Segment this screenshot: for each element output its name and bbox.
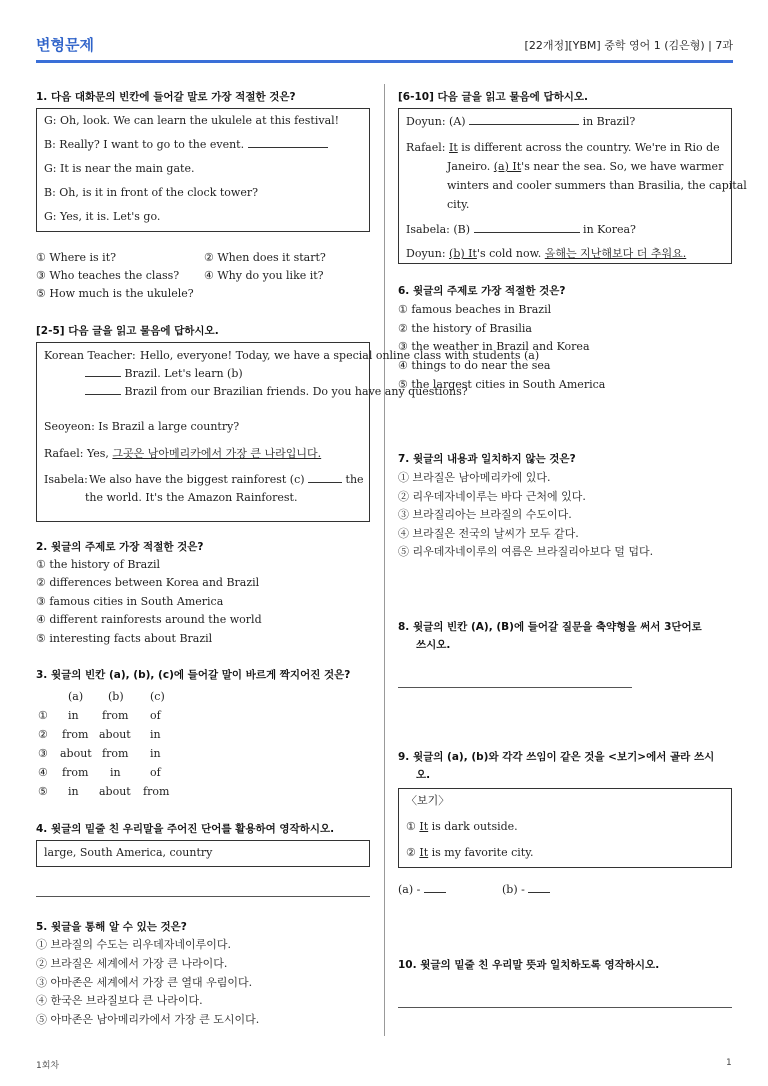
footer-page-number: 1 — [726, 1058, 732, 1068]
rafael-prefix: Rafael: Yes, — [44, 447, 109, 460]
q3-row-1-num[interactable]: ① — [38, 709, 48, 722]
teacher-text-1a: Hello, everyone! Today, we have a special online class with students (a) — [140, 349, 540, 362]
q8-question-2: 쓰시오. — [416, 639, 451, 651]
rafael2-it: It — [449, 141, 458, 154]
q5-question: 5. 윗글을 통해 알 수 있는 것은? — [36, 921, 187, 933]
q3-row-1-b: from — [102, 709, 129, 722]
q3-row-2-a: from — [62, 728, 89, 741]
isabela-text-2: the world. It's the Amazon Rainforest. — [85, 491, 298, 504]
teacher-text-3a: Brazil from our Brazilian friends. Do you have any questions? — [124, 385, 468, 398]
q7-option-2[interactable]: ② 리우데자네이루는 바다 근처에 있다. — [398, 490, 586, 503]
page-title: 변형문제 — [36, 36, 94, 54]
q9-answer-b-label: (b) - — [502, 883, 525, 896]
q3-question: 3. 윗글의 빈칸 (a), (b), (c)에 들어갈 말이 바르게 짝지어진 것은? — [36, 669, 351, 681]
q7-option-3[interactable]: ③ 브라질리아는 브라질의 수도이다. — [398, 508, 572, 521]
passage1-heading: [2-5] 다음 글을 읽고 물음에 답하시오. — [36, 325, 219, 337]
q5-option-3[interactable]: ③ 아마존은 세계에서 가장 큰 열대 우림이다. — [36, 976, 253, 989]
q9-ex1-it: It — [419, 820, 429, 833]
blank-B — [474, 222, 580, 233]
q3-row-2-num[interactable]: ② — [38, 728, 48, 741]
rafael2-text-2 — [447, 159, 723, 175]
q3-row-3-num[interactable]: ③ — [38, 747, 48, 760]
q9-question-2: 오. — [416, 769, 431, 781]
q1-line-2 — [44, 137, 328, 153]
q1-line-1: G: Oh, look. We can learn the ukulele at this festival! — [44, 114, 340, 127]
q5-option-4[interactable]: ④ 한국은 브라질보다 큰 나라이다. — [36, 994, 203, 1007]
q3-row-5-num[interactable]: ⑤ — [38, 785, 48, 798]
rafael2-marker-a: (a) It — [493, 160, 522, 173]
rafael2-text-1 — [449, 140, 720, 156]
isabela2-suffix: in Korea? — [583, 223, 636, 236]
teacher-speaker: Korean Teacher: — [44, 349, 136, 362]
doyun-line-2 — [406, 246, 686, 262]
q1-option-3[interactable]: ③ Who teaches the class? — [36, 269, 180, 282]
q9-example-1 — [406, 819, 518, 835]
isabela-text-1a: We also have the biggest rainforest (c) — [89, 473, 305, 486]
q2-option-2[interactable]: ② differences between Korea and Brazil — [36, 576, 260, 589]
isabela2-prefix: Isabela: (B) — [406, 223, 471, 236]
q1-dialogue-box — [36, 108, 370, 232]
doyun2-underlined-korean: 올해는 지난해보다 더 추워요. — [544, 247, 687, 260]
q9-answer-a[interactable] — [398, 882, 446, 898]
q3-row-5-b: about — [99, 785, 131, 798]
blank-c — [308, 472, 342, 483]
teacher-text-2 — [85, 366, 243, 382]
q1-option-1[interactable]: ① Where is it? — [36, 251, 117, 264]
q9-example-box — [398, 788, 732, 868]
q9-ex2-num: ② — [406, 846, 416, 859]
q3-row-3-b: from — [102, 747, 129, 760]
q6-option-1[interactable]: ① famous beaches in Brazil — [398, 303, 552, 316]
q7-option-4[interactable]: ④ 브라질은 전국의 날씨가 모두 같다. — [398, 527, 579, 540]
q3-header-b: (b) — [108, 690, 124, 703]
q6-option-4[interactable]: ④ things to do near the sea — [398, 359, 551, 372]
q9-answer-b[interactable] — [502, 882, 550, 898]
q2-question: 2. 윗글의 주제로 가장 적절한 것은? — [36, 541, 204, 553]
q2-option-5[interactable]: ⑤ interesting facts about Brazil — [36, 632, 213, 645]
q10-question: 10. 윗글의 밑줄 친 우리말 뜻과 일치하도록 영작하시오. — [398, 959, 660, 971]
passage2-heading: [6-10] 다음 글을 읽고 물음에 답하시오. — [398, 91, 588, 103]
q8-question-1: 8. 윗글의 빈칸 (A), (B)에 들어갈 질문을 축약형을 써서 3단어로 — [398, 621, 702, 633]
q3-row-4-b: in — [110, 766, 121, 779]
rafael2-speaker: Rafael: — [406, 141, 446, 154]
q9-ex1-num: ① — [406, 820, 416, 833]
q1-question: 1. 다음 대화문의 빈칸에 들어갈 말로 가장 적절한 것은? — [36, 91, 296, 103]
rafael2-text-2b: 's near the sea. So, we have warmer — [521, 160, 724, 173]
q5-option-5[interactable]: ⑤ 아마존은 남아메리카에서 가장 큰 도시이다. — [36, 1013, 260, 1026]
rafael-underlined-korean: 그곳은 남아메리카에서 가장 큰 나라입니다. — [112, 447, 322, 460]
blank-A — [469, 114, 579, 125]
teacher-text-2a: Brazil. Let's learn (b) — [124, 367, 243, 380]
q9-example-2 — [406, 845, 533, 861]
q4-answer-line[interactable] — [36, 896, 370, 897]
doyun1-suffix: in Brazil? — [582, 115, 636, 128]
q9-answer-a-label: (a) - — [398, 883, 421, 896]
q4-question: 4. 윗글의 밑줄 친 우리말을 주어진 단어를 활용하여 영작하시오. — [36, 823, 335, 835]
q5-option-1[interactable]: ① 브라질의 수도는 리우데자네이루이다. — [36, 938, 232, 951]
q10-answer-line[interactable] — [398, 1007, 732, 1008]
column-divider — [384, 84, 385, 1036]
rafael2-text-3: winters and cooler summers than Brasilia, the capital — [447, 179, 747, 192]
q3-row-5-a: in — [68, 785, 79, 798]
isabela2-line — [406, 222, 636, 238]
q7-question: 7. 윗글의 내용과 일치하지 않는 것은? — [398, 453, 576, 465]
doyun2-mid: 's cold now. — [476, 247, 542, 260]
q7-option-1[interactable]: ① 브라질은 남아메리카에 있다. — [398, 471, 551, 484]
q6-option-2[interactable]: ② the history of Brasilia — [398, 322, 532, 335]
q3-header-c: (c) — [150, 690, 165, 703]
q6-question: 6. 윗글의 주제로 가장 적절한 것은? — [398, 285, 566, 297]
q9-ex2-rest: is my favorite city. — [431, 846, 534, 859]
q1-line-3: G: It is near the main gate. — [44, 162, 195, 175]
doyun-line-1 — [406, 114, 635, 130]
q2-option-3[interactable]: ③ famous cities in South America — [36, 595, 224, 608]
isabela-speaker: Isabela: — [44, 473, 88, 486]
page-header — [36, 30, 733, 63]
q3-answer-table — [36, 690, 236, 802]
q3-row-4-a: from — [62, 766, 89, 779]
q2-option-1[interactable]: ① the history of Brazil — [36, 558, 161, 571]
q8-answer-line[interactable] — [398, 687, 632, 688]
q3-row-1-c: of — [150, 709, 161, 722]
q9-ex1-rest: is dark outside. — [431, 820, 518, 833]
q9-ex2-it: It — [419, 846, 429, 859]
q3-row-3-c: in — [150, 747, 161, 760]
q1-option-4[interactable]: ④ Why do you like it? — [204, 269, 324, 282]
rafael2-text-1a: is different across the country. We're in Rio de — [461, 141, 720, 154]
q3-row-4-num[interactable]: ④ — [38, 766, 48, 779]
q6-option-5[interactable]: ⑤ the largest cities in South America — [398, 378, 606, 391]
q9-answer-b-blank[interactable] — [528, 882, 550, 893]
q3-row-2-b: about — [99, 728, 131, 741]
q1-option-2[interactable]: ② When does it start? — [204, 251, 326, 264]
q4-word-box — [36, 840, 370, 867]
q3-row-3-a: about — [60, 747, 92, 760]
textbook-info: [22개정][YBM] 중학 영어 1 (김은형) | 7과 — [524, 39, 733, 52]
doyun1-prefix: Doyun: (A) — [406, 115, 466, 128]
rafael-line — [44, 446, 321, 462]
q9-answer-a-blank[interactable] — [424, 882, 446, 893]
q1-line-5: G: Yes, it is. Let's go. — [44, 210, 161, 223]
q2-option-4[interactable]: ④ different rainforests around the world — [36, 613, 262, 626]
rafael2-text-4: city. — [447, 198, 470, 211]
q3-row-2-c: in — [150, 728, 161, 741]
q3-row-1-a: in — [68, 709, 79, 722]
blank-a — [85, 366, 121, 377]
passage2-box — [398, 108, 747, 264]
q9-question-1: 9. 윗글의 (a), (b)와 각각 쓰임이 같은 것을 <보기>에서 골라 쓰시 — [398, 751, 715, 763]
q3-row-4-c: of — [150, 766, 161, 779]
q4-words: large, South America, country — [44, 846, 213, 859]
q1-line-2-text: B: Really? I want to go to the event. — [44, 138, 245, 151]
seoyeon-line: Seoyeon: Is Brazil a large country? — [44, 420, 240, 433]
doyun2-prefix: Doyun: — [406, 247, 446, 260]
q5-option-2[interactable]: ② 브라질은 세계에서 가장 큰 나라이다. — [36, 957, 228, 970]
q6-option-3[interactable]: ③ the weather in Brazil and Korea — [398, 340, 590, 353]
blank-b — [85, 384, 121, 395]
q1-blank — [248, 137, 328, 148]
q3-header-a: (a) — [68, 690, 84, 703]
footer-session: 1회차 — [36, 1061, 60, 1071]
rafael2-text-2a: Janeiro. — [447, 160, 491, 173]
q9-box-title: 〈보기〉 — [406, 794, 450, 807]
doyun2-marker-b: (b) It — [449, 247, 477, 260]
q7-option-5[interactable]: ⑤ 리우데자네이루의 여름은 브라질리아보다 덜 덥다. — [398, 545, 654, 558]
q3-row-5-c: from — [143, 785, 170, 798]
q1-option-5[interactable]: ⑤ How much is the ukulele? — [36, 287, 194, 300]
q1-line-4: B: Oh, is it in front of the clock tower? — [44, 186, 258, 199]
isabela-text-1: We also have the biggest rainforest (c) the — [89, 473, 364, 486]
